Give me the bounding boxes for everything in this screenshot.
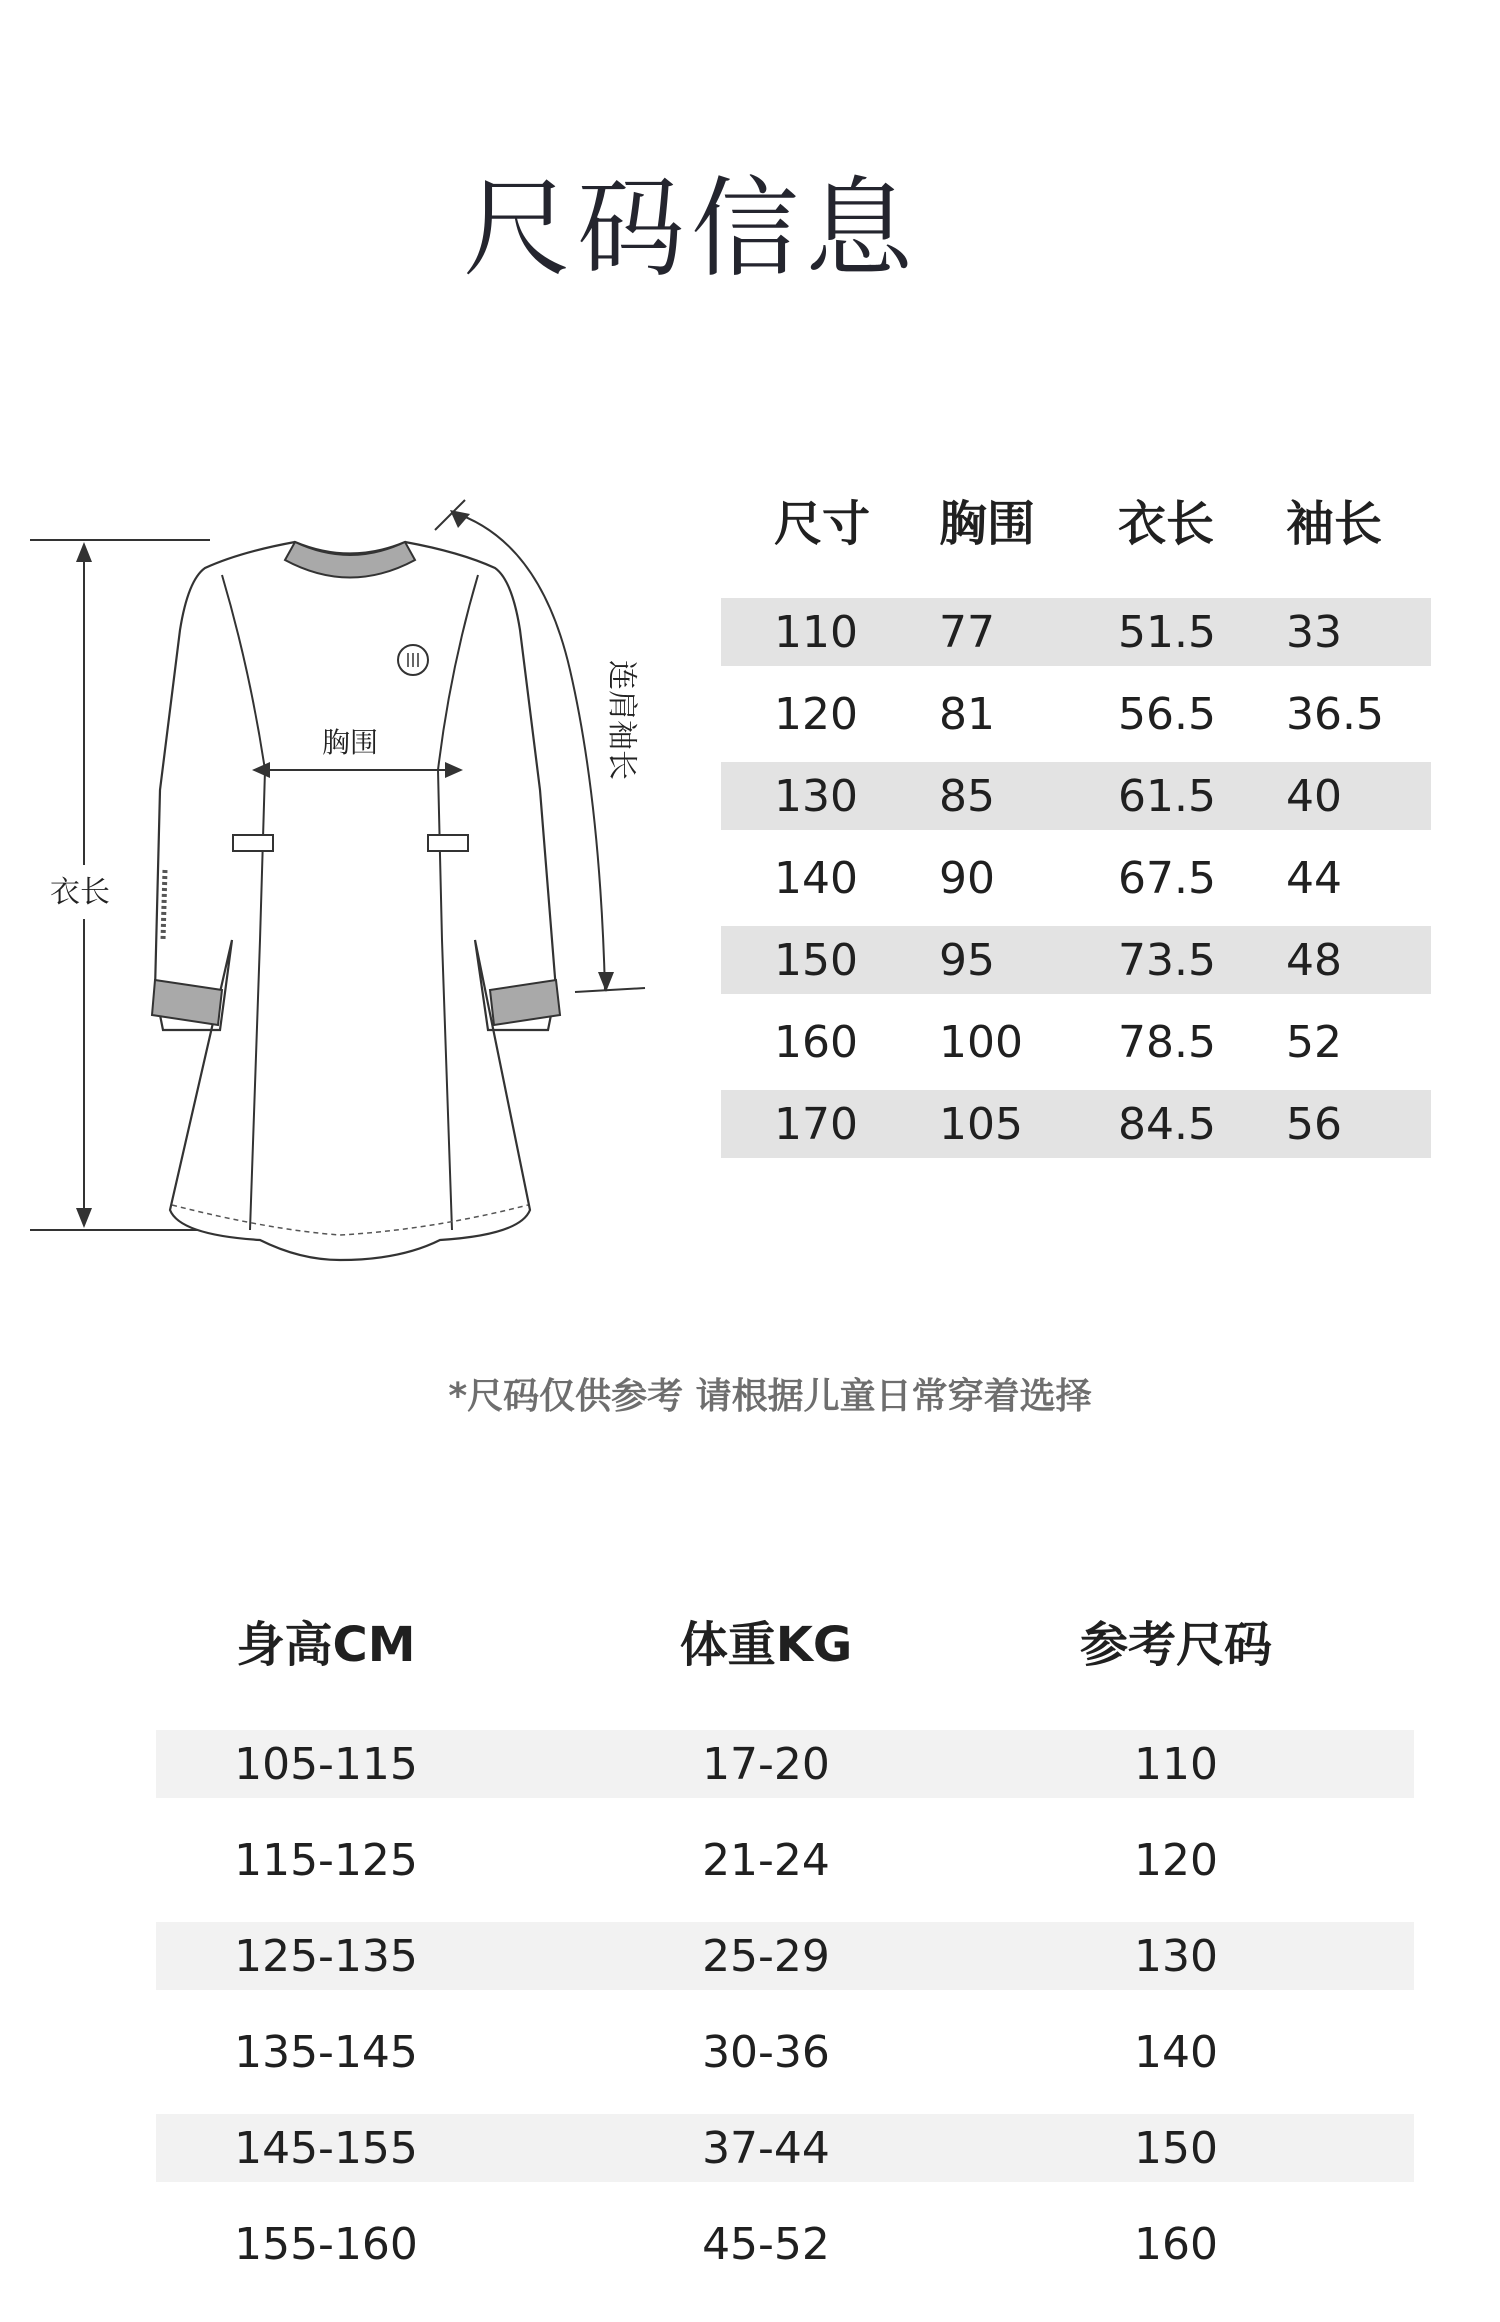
table-row bbox=[721, 1090, 1431, 1158]
size-note: *尺码仅供参考 请根据儿童日常穿着选择 bbox=[448, 1376, 1092, 1417]
header-size: 尺寸 bbox=[774, 495, 871, 552]
cell-weight: 21-24 bbox=[702, 1834, 830, 1886]
cell-weight: 17-20 bbox=[702, 1738, 830, 1790]
table-row bbox=[156, 1730, 1414, 1798]
cell-sleeve: 56 bbox=[1286, 1098, 1342, 1150]
table-row bbox=[721, 598, 1431, 666]
size-table-header bbox=[721, 470, 1431, 568]
cell-chest: 90 bbox=[939, 852, 995, 904]
cell-size: 170 bbox=[774, 1098, 858, 1150]
cell-size: 150 bbox=[774, 934, 858, 986]
table-row bbox=[721, 926, 1431, 994]
cell-chest: 100 bbox=[939, 1016, 1023, 1068]
cell-chest: 105 bbox=[939, 1098, 1023, 1150]
length-label: 衣长 bbox=[50, 875, 110, 910]
table-row bbox=[721, 680, 1431, 748]
chest-label: 胸围 bbox=[321, 726, 379, 759]
cell-chest: 81 bbox=[939, 688, 995, 740]
cell-height: 145-155 bbox=[234, 2122, 418, 2174]
cell-length: 78.5 bbox=[1118, 1016, 1216, 1068]
header-height: 身高CM bbox=[236, 1616, 416, 1673]
cell-ref-size: 150 bbox=[1134, 2122, 1218, 2174]
header-ref-size: 参考尺码 bbox=[1079, 1616, 1272, 1673]
cell-size: 120 bbox=[774, 688, 858, 740]
cell-height: 105-115 bbox=[234, 1738, 418, 1790]
size-table bbox=[721, 470, 1431, 1172]
header-length: 衣长 bbox=[1118, 495, 1215, 552]
page-title: 尺码信息 bbox=[462, 167, 919, 292]
cell-length: 73.5 bbox=[1118, 934, 1216, 986]
cell-length: 67.5 bbox=[1118, 852, 1216, 904]
cell-weight: 45-52 bbox=[702, 2218, 830, 2270]
table-row bbox=[721, 1008, 1431, 1076]
cell-size: 110 bbox=[774, 606, 858, 658]
cell-weight: 30-36 bbox=[702, 2026, 830, 2078]
header-sleeve: 袖长 bbox=[1286, 495, 1383, 552]
cell-length: 56.5 bbox=[1118, 688, 1216, 740]
cell-ref-size: 140 bbox=[1134, 2026, 1218, 2078]
cell-height: 135-145 bbox=[234, 2026, 418, 2078]
table-row bbox=[156, 2018, 1414, 2086]
dress-sketch bbox=[0, 470, 700, 1270]
cell-chest: 95 bbox=[939, 934, 995, 986]
cell-height: 125-135 bbox=[234, 1930, 418, 1982]
table-row bbox=[721, 762, 1431, 830]
cell-length: 61.5 bbox=[1118, 770, 1216, 822]
cell-length: 84.5 bbox=[1118, 1098, 1216, 1150]
cell-weight: 37-44 bbox=[702, 2122, 830, 2174]
header-weight: 体重KG bbox=[679, 1616, 853, 1673]
cell-ref-size: 110 bbox=[1134, 1738, 1218, 1790]
cell-ref-size: 160 bbox=[1134, 2218, 1218, 2270]
cell-size: 130 bbox=[774, 770, 858, 822]
cell-size: 160 bbox=[774, 1016, 858, 1068]
cell-height: 115-125 bbox=[234, 1834, 418, 1886]
table-row bbox=[721, 844, 1431, 912]
cell-sleeve: 33 bbox=[1286, 606, 1342, 658]
cell-sleeve: 44 bbox=[1286, 852, 1342, 904]
cell-sleeve: 52 bbox=[1286, 1016, 1342, 1068]
table-row bbox=[156, 2114, 1414, 2182]
cell-length: 51.5 bbox=[1118, 606, 1216, 658]
table-row bbox=[156, 1922, 1414, 1990]
reference-table bbox=[156, 1590, 1414, 2306]
header-chest: 胸围 bbox=[939, 495, 1036, 552]
sleeve-label: 连肩袖长 bbox=[604, 660, 639, 780]
cell-ref-size: 120 bbox=[1134, 1834, 1218, 1886]
cell-weight: 25-29 bbox=[702, 1930, 830, 1982]
cell-sleeve: 40 bbox=[1286, 770, 1342, 822]
cell-height: 155-160 bbox=[234, 2218, 418, 2270]
cell-sleeve: 36.5 bbox=[1286, 688, 1384, 740]
cell-chest: 85 bbox=[939, 770, 995, 822]
table-row bbox=[156, 1826, 1414, 1894]
garment-diagram bbox=[0, 470, 700, 1270]
reference-table-header bbox=[156, 1590, 1414, 1690]
table-row bbox=[156, 2210, 1414, 2278]
cell-ref-size: 130 bbox=[1134, 1930, 1218, 1982]
cell-sleeve: 48 bbox=[1286, 934, 1342, 986]
cell-size: 140 bbox=[774, 852, 858, 904]
cell-chest: 77 bbox=[939, 606, 995, 658]
